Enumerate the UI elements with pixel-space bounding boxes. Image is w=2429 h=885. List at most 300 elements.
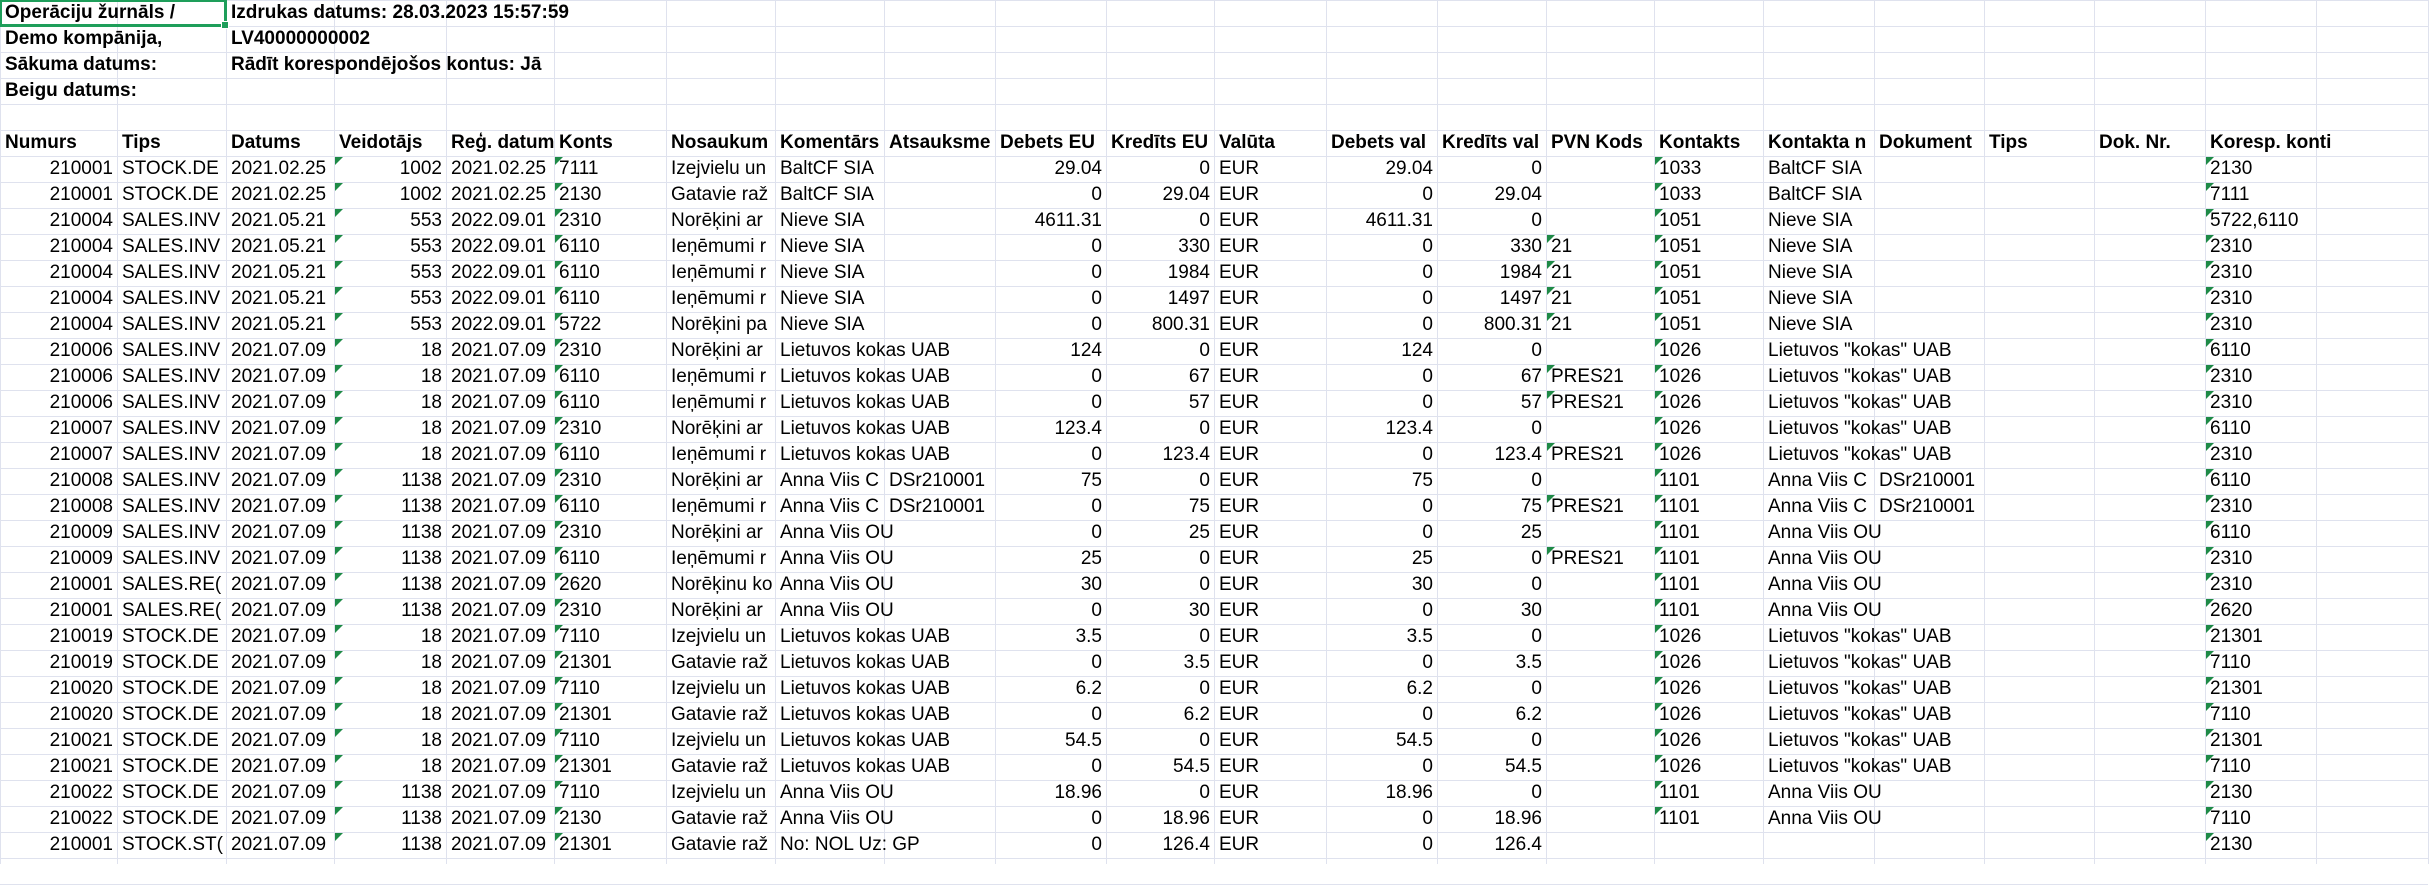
cell-kredits-eur[interactable]: 18.96: [1162, 808, 1210, 829]
cell-kredits-val[interactable]: 330: [1510, 236, 1542, 257]
cell-reg-datums[interactable]: 2021.07.09: [451, 496, 547, 517]
cell-koresp-konti[interactable]: 2310: [2210, 574, 2253, 595]
cell-koresp-konti[interactable]: 6110: [2210, 418, 2251, 439]
cell-datums[interactable]: 2021.07.09: [231, 678, 327, 699]
cell-reg-datums[interactable]: 2022.09.01: [451, 236, 547, 257]
cell-konts[interactable]: 7110: [559, 626, 600, 647]
cell-kredits-eur[interactable]: 0: [1199, 626, 1210, 647]
cell-valuta[interactable]: EUR: [1219, 730, 1260, 751]
cell-reg-datums[interactable]: 2021.07.09: [451, 652, 547, 673]
cell-kredits-eur[interactable]: 3.5: [1183, 652, 1210, 673]
cell-datums[interactable]: 2021.07.09: [231, 730, 327, 751]
cell-veidotajs[interactable]: 553: [410, 262, 442, 283]
cell-koresp-konti[interactable]: 2310: [2210, 262, 2253, 283]
cell-datums[interactable]: 2021.02.25: [231, 158, 327, 179]
cell-datums[interactable]: 2021.07.09: [231, 496, 327, 517]
cell-veidotajs[interactable]: 553: [410, 210, 442, 231]
cell-valuta[interactable]: EUR: [1219, 262, 1260, 283]
cell-veidotajs[interactable]: 553: [410, 314, 442, 335]
cell-datums[interactable]: 2021.07.09: [231, 470, 327, 491]
cell-reg-datums[interactable]: 2022.09.01: [451, 314, 547, 335]
cell-valuta[interactable]: EUR: [1219, 756, 1260, 777]
column-header-veidotajs[interactable]: Veidotājs: [339, 132, 423, 153]
cell-debets-val[interactable]: 0: [1422, 314, 1433, 335]
cell-tips[interactable]: STOCK.DE: [122, 652, 219, 673]
cell-tips[interactable]: SALES.INV: [122, 262, 221, 283]
cell-komentars[interactable]: Lietuvos kokas UAB: [780, 626, 951, 647]
cell-reg-datums[interactable]: 2021.07.09: [451, 704, 547, 725]
cell-koresp-konti[interactable]: 7111: [2210, 184, 2250, 205]
cell-datums[interactable]: 2021.05.21: [231, 288, 327, 309]
cell-konts[interactable]: 2310: [559, 418, 602, 439]
cell-debets-eur[interactable]: 0: [1091, 496, 1102, 517]
info-value[interactable]: LV40000000002: [231, 28, 371, 49]
cell-debets-val[interactable]: 0: [1422, 496, 1433, 517]
cell-nosaukums[interactable]: Gatavie raž: [671, 834, 769, 855]
cell-numurs[interactable]: 210006: [49, 366, 113, 387]
cell-tips[interactable]: SALES.INV: [122, 470, 221, 491]
cell-tips[interactable]: SALES.INV: [122, 314, 221, 335]
cell-kredits-eur[interactable]: 0: [1199, 340, 1210, 361]
column-header-atsauksme[interactable]: Atsauksme: [889, 132, 991, 153]
cell-kredits-val[interactable]: 25: [1520, 522, 1542, 543]
cell-koresp-konti[interactable]: 7110: [2210, 808, 2251, 829]
cell-kontakta-nosaukums[interactable]: Anna Viis OU: [1768, 808, 1882, 829]
cell-kredits-eur[interactable]: 123.4: [1162, 444, 1210, 465]
cell-debets-eur[interactable]: 30: [1080, 574, 1102, 595]
cell-konts[interactable]: 7111: [559, 158, 599, 179]
cell-debets-val[interactable]: 6.2: [1406, 678, 1433, 699]
column-header-kredits-val[interactable]: Kredīts val: [1442, 132, 1540, 153]
cell-kontakta-nosaukums[interactable]: Lietuvos "kokas" UAB: [1768, 340, 1952, 361]
cell-datums[interactable]: 2021.07.09: [231, 418, 327, 439]
cell-debets-eur[interactable]: 0: [1091, 366, 1102, 387]
cell-tips[interactable]: SALES.INV: [122, 288, 221, 309]
cell-reg-datums[interactable]: 2021.07.09: [451, 418, 547, 439]
cell-komentars[interactable]: Anna Viis OU: [780, 600, 894, 621]
cell-konts[interactable]: 6110: [559, 548, 600, 569]
cell-konts[interactable]: 7110: [559, 678, 600, 699]
cell-valuta[interactable]: EUR: [1219, 236, 1260, 257]
info-value[interactable]: Izdrukas datums: 28.03.2023 15:57:59: [231, 2, 569, 23]
cell-koresp-konti[interactable]: 2310: [2210, 444, 2253, 465]
cell-valuta[interactable]: EUR: [1219, 834, 1260, 855]
cell-valuta[interactable]: EUR: [1219, 184, 1260, 205]
cell-veidotajs[interactable]: 1002: [399, 158, 442, 179]
cell-kredits-eur[interactable]: 330: [1178, 236, 1210, 257]
cell-kredits-val[interactable]: 18.96: [1494, 808, 1542, 829]
cell-valuta[interactable]: EUR: [1219, 678, 1260, 699]
cell-veidotajs[interactable]: 1138: [401, 496, 442, 517]
cell-kredits-val[interactable]: 0: [1531, 678, 1542, 699]
cell-komentars[interactable]: Anna Viis C: [780, 496, 879, 517]
cell-debets-val[interactable]: 0: [1422, 704, 1433, 725]
cell-numurs[interactable]: 210006: [49, 340, 113, 361]
cell-debets-val[interactable]: 123.4: [1385, 418, 1433, 439]
cell-komentars[interactable]: Anna Viis OU: [780, 808, 894, 829]
cell-nosaukums[interactable]: Ieņēmumi r: [671, 496, 767, 517]
cell-koresp-konti[interactable]: 2310: [2210, 236, 2253, 257]
cell-kontakts[interactable]: 1026: [1659, 678, 1702, 699]
column-header-pvn-kods[interactable]: PVN Kods: [1551, 132, 1643, 153]
cell-tips[interactable]: STOCK.DE: [122, 704, 219, 725]
cell-datums[interactable]: 2021.05.21: [231, 262, 327, 283]
cell-kontakta-nosaukums[interactable]: Nieve SIA: [1768, 288, 1853, 309]
cell-valuta[interactable]: EUR: [1219, 548, 1260, 569]
cell-koresp-konti[interactable]: 21301: [2210, 730, 2263, 751]
cell-debets-eur[interactable]: 123.4: [1054, 418, 1102, 439]
cell-kredits-val[interactable]: 0: [1531, 548, 1542, 569]
column-header-reg-datums[interactable]: Reģ. datum: [451, 132, 555, 153]
cell-numurs[interactable]: 210001: [49, 600, 113, 621]
cell-kontakts[interactable]: 1026: [1659, 756, 1702, 777]
cell-kontakta-nosaukums[interactable]: Nieve SIA: [1768, 314, 1853, 335]
cell-komentars[interactable]: Anna Viis OU: [780, 548, 894, 569]
cell-veidotajs[interactable]: 1002: [399, 184, 442, 205]
cell-reg-datums[interactable]: 2021.07.09: [451, 548, 547, 569]
cell-konts[interactable]: 6110: [559, 366, 600, 387]
cell-debets-eur[interactable]: 4611.31: [1034, 210, 1102, 231]
cell-komentars[interactable]: Lietuvos kokas UAB: [780, 418, 951, 439]
cell-valuta[interactable]: EUR: [1219, 392, 1260, 413]
cell-tips[interactable]: STOCK.DE: [122, 808, 219, 829]
cell-koresp-konti[interactable]: 2310: [2210, 288, 2253, 309]
cell-konts[interactable]: 6110: [559, 392, 600, 413]
cell-pvn-kods[interactable]: 21: [1551, 288, 1573, 309]
cell-nosaukums[interactable]: Norēķini ar: [671, 522, 763, 543]
cell-kontakts[interactable]: 1051: [1659, 236, 1702, 257]
cell-tips[interactable]: STOCK.DE: [122, 626, 219, 647]
cell-kontakts[interactable]: 1101: [1659, 496, 1700, 517]
cell-kontakta-nosaukums[interactable]: Lietuvos "kokas" UAB: [1768, 678, 1952, 699]
cell-pvn-kods[interactable]: 21: [1551, 314, 1573, 335]
cell-datums[interactable]: 2021.07.09: [231, 392, 327, 413]
cell-kontakta-nosaukums[interactable]: Anna Viis C: [1768, 470, 1867, 491]
column-header-kontakta-nosaukums[interactable]: Kontakta n: [1768, 132, 1867, 153]
cell-nosaukums[interactable]: Gatavie raž: [671, 808, 769, 829]
cell-konts[interactable]: 21301: [559, 834, 612, 855]
cell-nosaukums[interactable]: Gatavie raž: [671, 652, 769, 673]
cell-numurs[interactable]: 210022: [49, 808, 113, 829]
cell-valuta[interactable]: EUR: [1219, 340, 1260, 361]
cell-debets-val[interactable]: 25: [1411, 548, 1433, 569]
cell-kontakts[interactable]: 1026: [1659, 366, 1702, 387]
cell-tips[interactable]: STOCK.ST(: [122, 834, 223, 855]
cell-komentars[interactable]: Lietuvos kokas UAB: [780, 704, 951, 725]
cell-konts[interactable]: 6110: [559, 262, 600, 283]
fill-handle[interactable]: [221, 21, 229, 29]
cell-konts[interactable]: 2130: [559, 808, 602, 829]
cell-nosaukums[interactable]: Izejvielu un: [671, 678, 767, 699]
cell-numurs[interactable]: 210008: [49, 496, 113, 517]
cell-konts[interactable]: 7110: [559, 730, 600, 751]
cell-debets-val[interactable]: 0: [1422, 834, 1433, 855]
cell-koresp-konti[interactable]: 7110: [2210, 756, 2251, 777]
cell-veidotajs[interactable]: 18: [420, 444, 442, 465]
cell-kredits-val[interactable]: 0: [1531, 626, 1542, 647]
cell-tips[interactable]: STOCK.DE: [122, 730, 219, 751]
cell-kredits-eur[interactable]: 30: [1188, 600, 1210, 621]
cell-debets-eur[interactable]: 6.2: [1075, 678, 1102, 699]
cell-reg-datums[interactable]: 2021.07.09: [451, 756, 547, 777]
cell-tips[interactable]: STOCK.DE: [122, 184, 219, 205]
cell-kredits-eur[interactable]: 0: [1199, 548, 1210, 569]
cell-koresp-konti[interactable]: 2130: [2210, 834, 2253, 855]
cell-datums[interactable]: 2021.07.09: [231, 600, 327, 621]
cell-komentars[interactable]: Lietuvos kokas UAB: [780, 444, 951, 465]
cell-debets-eur[interactable]: 29.04: [1054, 158, 1102, 179]
cell-nosaukums[interactable]: Norēķini ar: [671, 470, 763, 491]
cell-reg-datums[interactable]: 2021.07.09: [451, 574, 547, 595]
cell-numurs[interactable]: 210021: [49, 730, 113, 751]
cell-valuta[interactable]: EUR: [1219, 158, 1260, 179]
cell-pvn-kods[interactable]: 21: [1551, 262, 1573, 283]
cell-kredits-val[interactable]: 75: [1520, 496, 1542, 517]
cell-konts[interactable]: 2310: [559, 522, 602, 543]
cell-debets-val[interactable]: 18.96: [1385, 782, 1433, 803]
cell-konts[interactable]: 2310: [559, 210, 602, 231]
cell-veidotajs[interactable]: 18: [420, 678, 442, 699]
cell-komentars[interactable]: No: NOL Uz: GP: [780, 834, 920, 855]
cell-koresp-konti[interactable]: 2310: [2210, 548, 2253, 569]
cell-numurs[interactable]: 210004: [49, 236, 113, 257]
cell-kredits-eur[interactable]: 1984: [1167, 262, 1210, 283]
cell-konts[interactable]: 2310: [559, 340, 602, 361]
column-header-datums[interactable]: Datums: [231, 132, 301, 153]
cell-debets-val[interactable]: 0: [1422, 288, 1433, 309]
cell-numurs[interactable]: 210007: [49, 444, 113, 465]
cell-koresp-konti[interactable]: 2130: [2210, 158, 2253, 179]
cell-valuta[interactable]: EUR: [1219, 600, 1260, 621]
cell-kontakts[interactable]: 1026: [1659, 444, 1702, 465]
cell-debets-val[interactable]: 75: [1411, 470, 1433, 491]
cell-nosaukums[interactable]: Gatavie raž: [671, 704, 769, 725]
column-header-kredits-eur[interactable]: Kredīts EU: [1111, 132, 1209, 153]
cell-kredits-eur[interactable]: 29.04: [1162, 184, 1210, 205]
cell-kredits-val[interactable]: 30: [1520, 600, 1542, 621]
cell-konts[interactable]: 2130: [559, 184, 602, 205]
cell-komentars[interactable]: Nieve SIA: [780, 314, 865, 335]
cell-komentars[interactable]: Lietuvos kokas UAB: [780, 340, 951, 361]
column-header-konts[interactable]: Konts: [559, 132, 613, 153]
cell-nosaukums[interactable]: Ieņēmumi r: [671, 366, 767, 387]
cell-komentars[interactable]: Anna Viis C: [780, 470, 879, 491]
cell-debets-val[interactable]: 29.04: [1385, 158, 1433, 179]
cell-datums[interactable]: 2021.07.09: [231, 808, 327, 829]
cell-datums[interactable]: 2021.07.09: [231, 444, 327, 465]
cell-veidotajs[interactable]: 18: [420, 730, 442, 751]
cell-pvn-kods[interactable]: PRES21: [1551, 548, 1624, 569]
cell-koresp-konti[interactable]: 6110: [2210, 522, 2251, 543]
cell-nosaukums[interactable]: Norēķini ar: [671, 210, 763, 231]
cell-numurs[interactable]: 210006: [49, 392, 113, 413]
cell-datums[interactable]: 2021.05.21: [231, 210, 327, 231]
cell-reg-datums[interactable]: 2021.07.09: [451, 834, 547, 855]
cell-reg-datums[interactable]: 2022.09.01: [451, 210, 547, 231]
cell-debets-val[interactable]: 30: [1411, 574, 1433, 595]
cell-kredits-val[interactable]: 800.31: [1483, 314, 1542, 335]
cell-kredits-val[interactable]: 0: [1531, 782, 1542, 803]
cell-debets-val[interactable]: 0: [1422, 522, 1433, 543]
cell-debets-eur[interactable]: 0: [1091, 808, 1102, 829]
cell-kontakta-nosaukums[interactable]: Anna Viis OU: [1768, 522, 1882, 543]
cell-reg-datums[interactable]: 2021.07.09: [451, 340, 547, 361]
cell-valuta[interactable]: EUR: [1219, 444, 1260, 465]
cell-reg-datums[interactable]: 2021.07.09: [451, 470, 547, 491]
cell-debets-val[interactable]: 0: [1422, 236, 1433, 257]
cell-tips[interactable]: STOCK.DE: [122, 678, 219, 699]
cell-tips[interactable]: SALES.INV: [122, 522, 221, 543]
cell-debets-val[interactable]: 0: [1422, 808, 1433, 829]
cell-veidotajs[interactable]: 18: [420, 704, 442, 725]
cell-kredits-val[interactable]: 0: [1531, 158, 1542, 179]
cell-debets-eur[interactable]: 0: [1091, 236, 1102, 257]
cell-debets-val[interactable]: 0: [1422, 392, 1433, 413]
column-header-koresp-konti[interactable]: Koresp. konti: [2210, 132, 2332, 153]
cell-numurs[interactable]: 210009: [49, 522, 113, 543]
cell-konts[interactable]: 7110: [559, 782, 600, 803]
cell-debets-eur[interactable]: 75: [1080, 470, 1102, 491]
cell-valuta[interactable]: EUR: [1219, 288, 1260, 309]
cell-komentars[interactable]: Anna Viis OU: [780, 522, 894, 543]
cell-datums[interactable]: 2021.07.09: [231, 652, 327, 673]
cell-numurs[interactable]: 210020: [49, 704, 113, 725]
cell-kontakts[interactable]: 1101: [1659, 808, 1700, 829]
cell-numurs[interactable]: 210001: [49, 184, 113, 205]
cell-debets-val[interactable]: 0: [1422, 444, 1433, 465]
cell-kontakts[interactable]: 1051: [1659, 210, 1702, 231]
cell-komentars[interactable]: Nieve SIA: [780, 236, 865, 257]
column-header-dok-tips[interactable]: Tips: [1989, 132, 2028, 153]
cell-kredits-eur[interactable]: 0: [1199, 418, 1210, 439]
cell-kontakts[interactable]: 1026: [1659, 704, 1702, 725]
cell-debets-eur[interactable]: 0: [1091, 522, 1102, 543]
cell-kontakts[interactable]: 1033: [1659, 184, 1702, 205]
cell-kredits-eur[interactable]: 6.2: [1183, 704, 1210, 725]
cell-konts[interactable]: 2620: [559, 574, 602, 595]
cell-kredits-eur[interactable]: 57: [1188, 392, 1210, 413]
cell-debets-val[interactable]: 3.5: [1406, 626, 1433, 647]
cell-nosaukums[interactable]: Norēķini ar: [671, 418, 763, 439]
cell-datums[interactable]: 2021.02.25: [231, 184, 327, 205]
cell-kredits-eur[interactable]: 25: [1188, 522, 1210, 543]
cell-nosaukums[interactable]: Norēķini ar: [671, 340, 763, 361]
cell-kredits-val[interactable]: 0: [1531, 730, 1542, 751]
cell-kontakts[interactable]: 1101: [1659, 600, 1700, 621]
cell-koresp-konti[interactable]: 2620: [2210, 600, 2253, 621]
cell-nosaukums[interactable]: Ieņēmumi r: [671, 262, 767, 283]
cell-debets-val[interactable]: 0: [1422, 652, 1433, 673]
cell-nosaukums[interactable]: Norēķinu ko: [671, 574, 773, 595]
cell-numurs[interactable]: 210001: [49, 158, 113, 179]
cell-valuta[interactable]: EUR: [1219, 522, 1260, 543]
cell-kredits-val[interactable]: 0: [1531, 470, 1542, 491]
cell-koresp-konti[interactable]: 7110: [2210, 704, 2251, 725]
cell-koresp-konti[interactable]: 2130: [2210, 782, 2253, 803]
cell-atsauksme[interactable]: DSr210001: [889, 496, 986, 517]
info-label[interactable]: Operāciju žurnāls /: [0, 0, 226, 26]
cell-reg-datums[interactable]: 2021.07.09: [451, 808, 547, 829]
column-header-valuta[interactable]: Valūta: [1219, 132, 1275, 153]
cell-koresp-konti[interactable]: 2310: [2210, 314, 2253, 335]
cell-veidotajs[interactable]: 18: [420, 340, 442, 361]
cell-numurs[interactable]: 210019: [49, 652, 113, 673]
cell-kredits-eur[interactable]: 75: [1188, 496, 1210, 517]
cell-debets-eur[interactable]: 0: [1091, 314, 1102, 335]
cell-veidotajs[interactable]: 1138: [401, 808, 442, 829]
cell-debets-val[interactable]: 4611.31: [1365, 210, 1433, 231]
cell-nosaukums[interactable]: Ieņēmumi r: [671, 548, 767, 569]
info-label[interactable]: Demo kompānija,: [5, 28, 163, 49]
cell-debets-eur[interactable]: 0: [1091, 288, 1102, 309]
column-header-nosaukums[interactable]: Nosaukum: [671, 132, 769, 153]
cell-kredits-val[interactable]: 67: [1520, 366, 1542, 387]
cell-kontakts[interactable]: 1051: [1659, 262, 1702, 283]
cell-dokuments[interactable]: DSr210001: [1879, 470, 1976, 491]
cell-debets-eur[interactable]: 0: [1091, 652, 1102, 673]
cell-tips[interactable]: SALES.INV: [122, 496, 221, 517]
cell-numurs[interactable]: 210022: [49, 782, 113, 803]
cell-valuta[interactable]: EUR: [1219, 470, 1260, 491]
cell-koresp-konti[interactable]: 21301: [2210, 678, 2263, 699]
cell-tips[interactable]: STOCK.DE: [122, 782, 219, 803]
cell-datums[interactable]: 2021.07.09: [231, 574, 327, 595]
cell-datums[interactable]: 2021.07.09: [231, 782, 327, 803]
cell-kontakta-nosaukums[interactable]: Lietuvos "kokas" UAB: [1768, 392, 1952, 413]
cell-reg-datums[interactable]: 2021.07.09: [451, 678, 547, 699]
cell-kredits-eur[interactable]: 0: [1199, 678, 1210, 699]
cell-komentars[interactable]: Nieve SIA: [780, 262, 865, 283]
cell-datums[interactable]: 2021.07.09: [231, 366, 327, 387]
cell-kontakta-nosaukums[interactable]: Lietuvos "kokas" UAB: [1768, 418, 1952, 439]
cell-kredits-val[interactable]: 1984: [1499, 262, 1542, 283]
cell-nosaukums[interactable]: Izejvielu un: [671, 158, 767, 179]
cell-nosaukums[interactable]: Ieņēmumi r: [671, 444, 767, 465]
cell-tips[interactable]: SALES.INV: [122, 418, 221, 439]
cell-debets-eur[interactable]: 0: [1091, 756, 1102, 777]
cell-kredits-val[interactable]: 0: [1531, 340, 1542, 361]
cell-valuta[interactable]: EUR: [1219, 574, 1260, 595]
cell-tips[interactable]: SALES.RE(: [122, 600, 222, 621]
cell-kredits-val[interactable]: 6.2: [1515, 704, 1542, 725]
cell-numurs[interactable]: 210001: [49, 834, 113, 855]
cell-konts[interactable]: 21301: [559, 756, 612, 777]
column-header-dokuments[interactable]: Dokument: [1879, 132, 1972, 153]
cell-nosaukums[interactable]: Ieņēmumi r: [671, 288, 767, 309]
cell-nosaukums[interactable]: Izejvielu un: [671, 626, 767, 647]
cell-kontakta-nosaukums[interactable]: Lietuvos "kokas" UAB: [1768, 366, 1952, 387]
cell-veidotajs[interactable]: 18: [420, 366, 442, 387]
cell-reg-datums[interactable]: 2021.02.25: [451, 158, 547, 179]
cell-koresp-konti[interactable]: 2310: [2210, 496, 2253, 517]
cell-kredits-val[interactable]: 57: [1520, 392, 1542, 413]
cell-kontakts[interactable]: 1026: [1659, 392, 1702, 413]
cell-kredits-val[interactable]: 0: [1531, 574, 1542, 595]
cell-datums[interactable]: 2021.05.21: [231, 314, 327, 335]
cell-pvn-kods[interactable]: PRES21: [1551, 496, 1624, 517]
info-label[interactable]: Sākuma datums:: [5, 54, 158, 75]
cell-tips[interactable]: SALES.INV: [122, 392, 221, 413]
column-header-debets-val[interactable]: Debets val: [1331, 132, 1427, 153]
cell-valuta[interactable]: EUR: [1219, 210, 1260, 231]
column-header-dok-nr[interactable]: Dok. Nr.: [2099, 132, 2171, 153]
cell-konts[interactable]: 2310: [559, 600, 602, 621]
cell-nosaukums[interactable]: Ieņēmumi r: [671, 392, 767, 413]
cell-kontakts[interactable]: 1101: [1659, 470, 1700, 491]
cell-reg-datums[interactable]: 2021.07.09: [451, 366, 547, 387]
cell-kredits-val[interactable]: 3.5: [1515, 652, 1542, 673]
cell-reg-datums[interactable]: 2021.07.09: [451, 444, 547, 465]
